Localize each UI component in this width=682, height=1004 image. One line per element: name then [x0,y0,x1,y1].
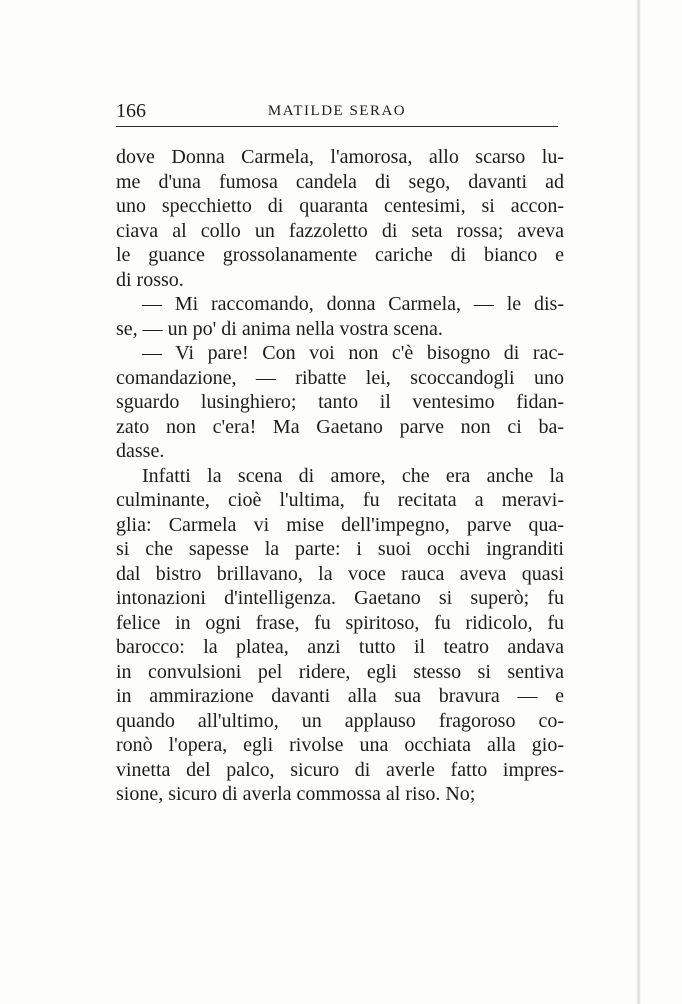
text-line: me d'una fumosa candela di sego, davanti ad [116,170,564,193]
page-binding-edge [636,0,641,1004]
text-line: zato non c'era! Ma Gaetano parve non ci ba- [116,415,564,438]
text-line: — Mi raccomando, donna Carmela, — le dis- [142,293,564,315]
running-head: MATILDE SERAO [267,103,407,119]
text-line: in convulsioni pel ridere, egli stesso si sentiva [116,660,564,683]
text-line: in ammirazione davanti alla sua bravura — e [116,685,564,707]
text-line: ronò l'opera, egli rivolse una occhiata alla gio- [116,734,564,756]
text-line: si che sapesse la parte: i suoi occhi ingranditi [116,538,564,560]
text-line: sione, sicuro di averla commossa al riso. No; [116,783,476,805]
text-line: barocco: la platea, anzi tutto il teatro andava [116,636,564,658]
text-line: sguardo lusinghiero; tanto il ventesimo fidan- [116,391,564,413]
text-line: culminante, cioè l'ultima, fu recitata a meravi- [116,489,564,511]
page-number: 166 [116,100,146,122]
text-line: se, — un po' di anima nella vostra scena. [116,317,443,340]
text-line: Infatti la scena di amore, che era anche la [142,464,564,487]
text-line: dove Donna Carmela, l'amorosa, allo scarso lu- [116,146,564,168]
text-line: quando all'ultimo, un applauso fragoroso co- [116,709,564,732]
text-line: felice in ogni frase, fu spiritoso, fu ridicolo, fu [116,611,564,634]
text-line: dal bistro brillavano, la voce rauca aveva quasi [116,562,564,585]
text-line: glia: Carmela vi mise dell'impegno, parve qua- [116,513,564,536]
page-header [116,100,558,127]
text-line: comandazione, — ribatte lei, scoccandogli uno [116,366,564,389]
body-text [116,145,564,807]
text-line: uno specchietto di quaranta centesimi, si accon- [116,195,564,217]
text-line: ciava al collo un fazzoletto di seta rossa; aveva [116,219,564,242]
text-line: di rosso. [116,268,184,291]
text-line: — Vi pare! Con voi non c'è bisogno di rac- [142,342,564,364]
text-line: vinetta del palco, sicuro di averle fatto impres- [116,758,564,781]
text-line: dasse. [116,440,165,462]
text-line: intonazioni d'intelligenza. Gaetano si superò; fu [116,587,564,609]
text-line: le guance grossolanamente cariche di bianco e [116,244,564,266]
